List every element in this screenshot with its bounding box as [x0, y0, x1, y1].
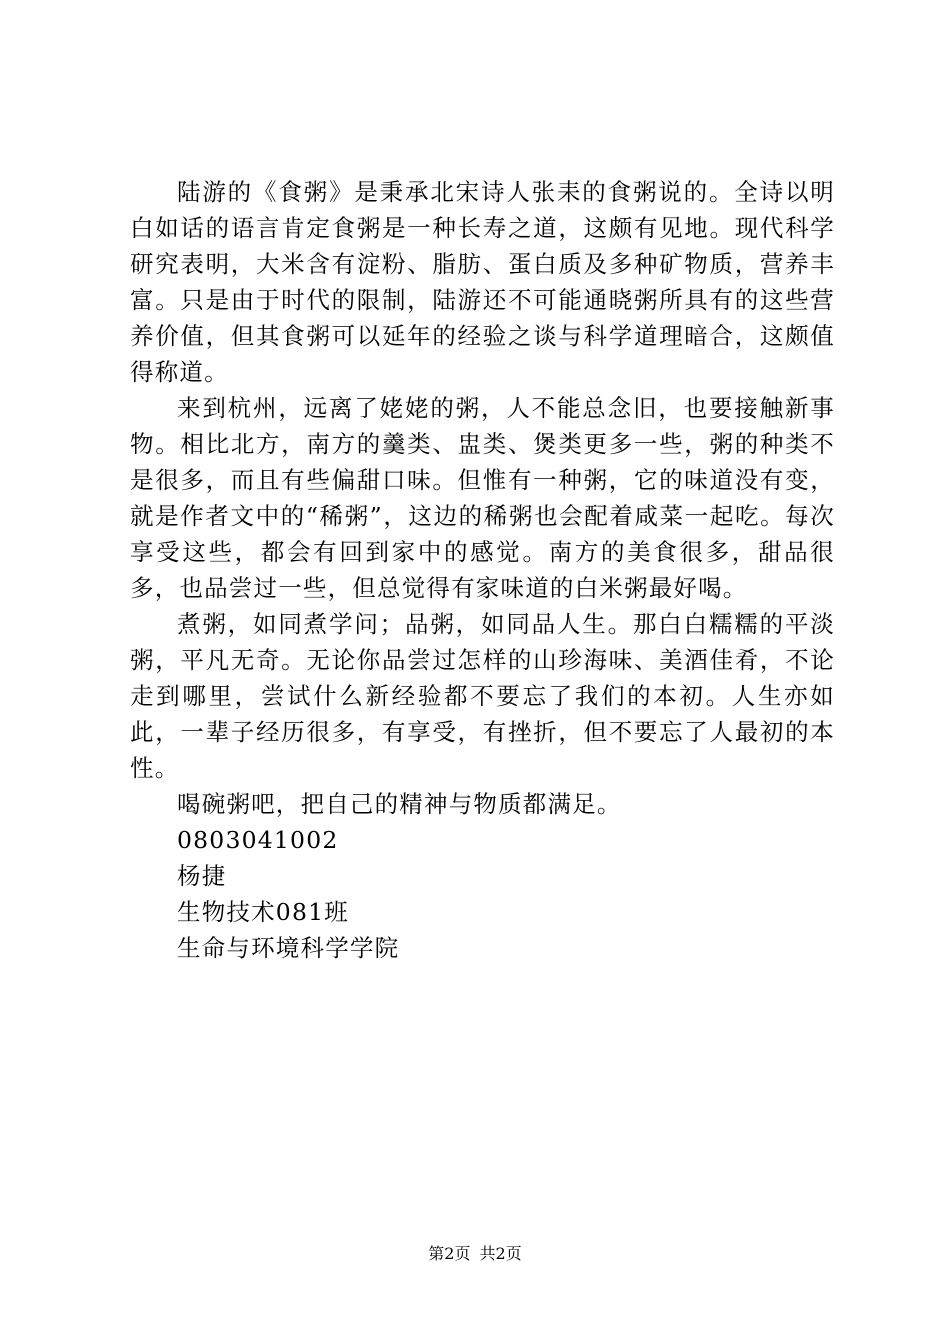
author-college: 生命与环境科学学院 — [177, 934, 400, 962]
student-id: 0803041002 — [177, 826, 339, 854]
paragraph-2: 来到杭州，远离了姥姥的粥，人不能总念旧，也要接触新事物。相比北方，南方的羹类、盅类、煲类更多一些，粥的种类不是很多，而且有些偏甜口味。但惟有一种粥，它的味道没有变，就是作者文中的“稀粥”，这边的稀粥也会配着咸菜一起吃。每次享受这些，都会有回到家中的感觉。南方的美食很多，甜品很多，也品尝过一些，但总觉得有家味道的白米粥最好喝。 — [130, 394, 835, 602]
author-class: 生物技术081班 — [177, 898, 349, 926]
page-number-total: 共2页 — [479, 1244, 522, 1263]
page-number-current: 第2页 — [428, 1244, 471, 1263]
paragraph-1: 陆游的《食粥》是秉承北宋诗人张耒的食粥说的。全诗以明白如话的语言肯定食粥是一种长寿之道，这颇有见地。现代科学研究表明，大米含有淀粉、脂肪、蛋白质及多种矿物质，营养丰富。只是由于时代的限制，陆游还不可能通晓粥所具有的这些营养价值，但其食粥可以延年的经验之谈与科学道理暗合，这颇值得称道。 — [130, 178, 835, 386]
paragraph-3: 煮粥，如同煮学问；品粥，如同品人生。那白白糯糯的平淡粥，平凡无奇。无论你品尝过怎样的山珍海味、美酒佳肴，不论走到哪里，尝试什么新经验都不要忘了我们的本初。人生亦如此，一辈子经历很多，有享受，有挫折，但不要忘了人最初的本性。 — [130, 610, 835, 782]
document-body — [130, 174, 835, 966]
page-footer — [0, 1244, 950, 1264]
closing-line: 喝碗粥吧，把自己的精神与物质都满足。 — [177, 790, 622, 818]
author-name: 杨捷 — [177, 862, 227, 890]
